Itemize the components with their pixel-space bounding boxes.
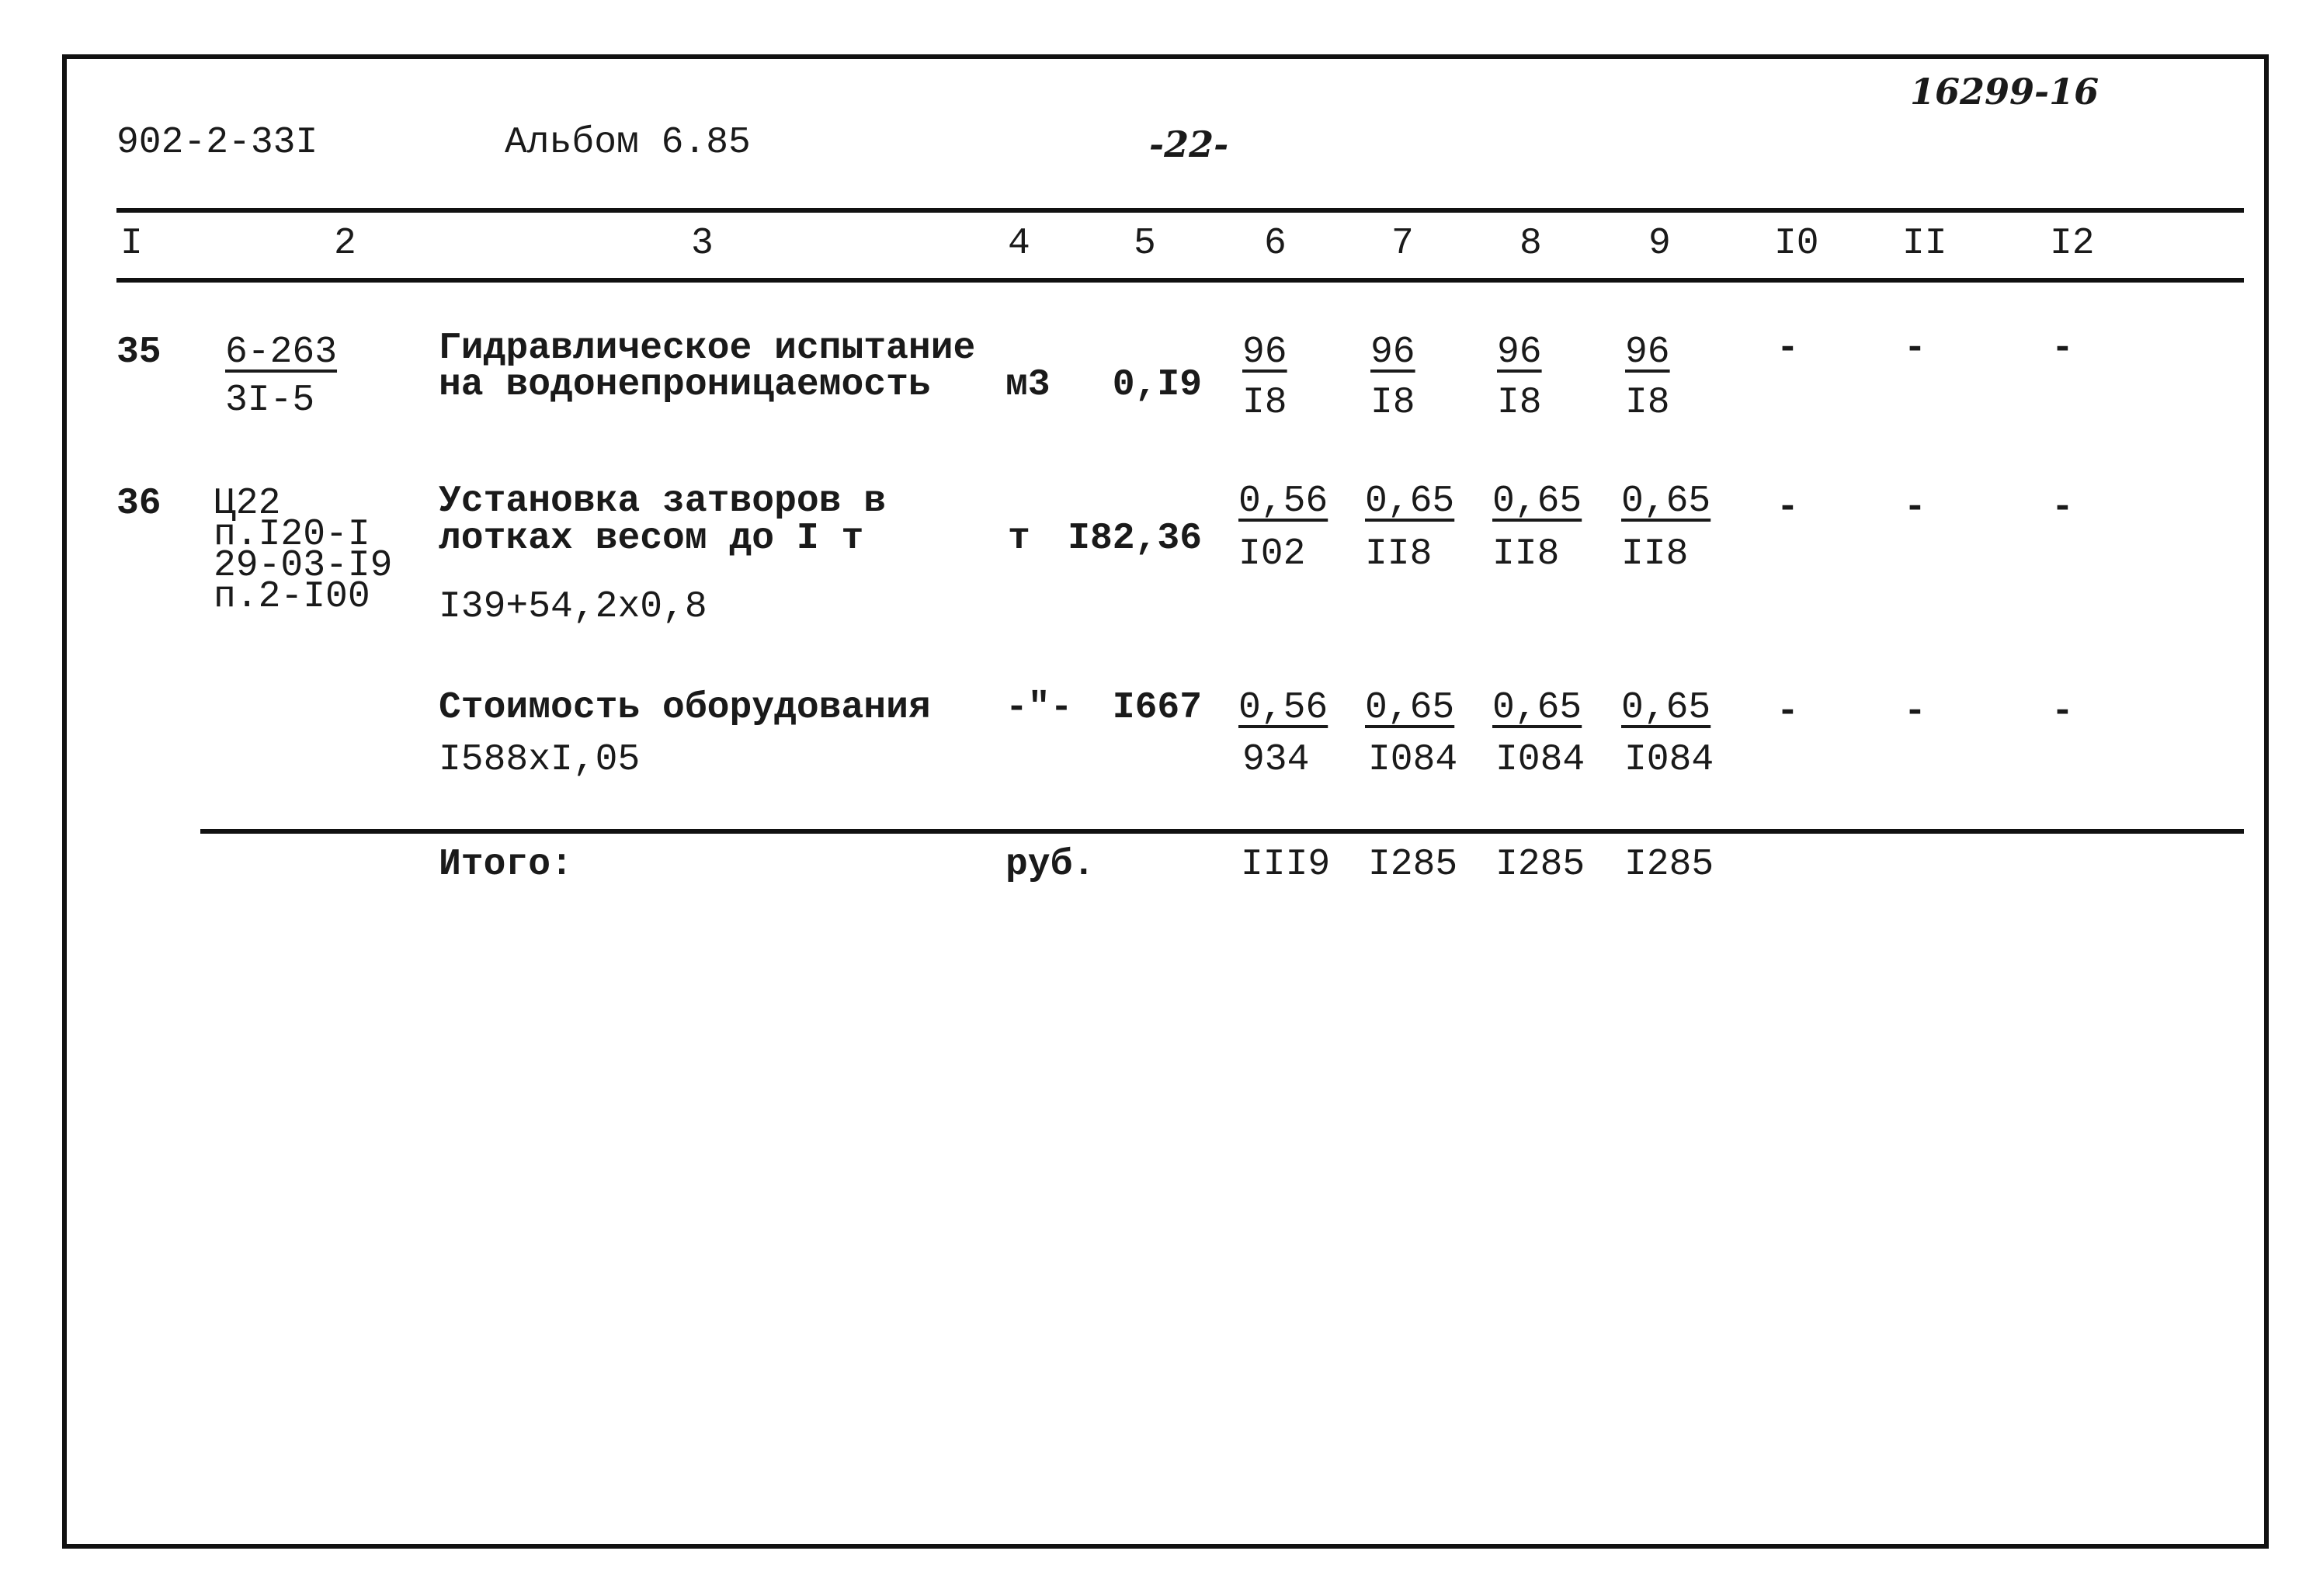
value-bottom: II8 <box>1365 533 1433 575</box>
dash-value: - <box>2051 328 2074 370</box>
dash-value: - <box>1776 487 1799 529</box>
value-bottom: I8 <box>1497 382 1542 424</box>
quantity: I82,36 <box>1068 518 1202 560</box>
total-value: III9 <box>1241 844 1331 886</box>
value-top: 96 <box>1242 331 1287 373</box>
col-header: 9 <box>1648 223 1671 265</box>
formula: I39+54,2x0,8 <box>439 586 707 628</box>
value-top: 0,65 <box>1492 687 1582 729</box>
col-header: II <box>1902 223 1947 265</box>
col-header: I2 <box>2050 223 2095 265</box>
total-value: I285 <box>1368 844 1458 886</box>
col-header: 2 <box>334 223 356 265</box>
rule-top <box>116 208 2244 213</box>
value-top: 0,56 <box>1238 687 1328 729</box>
total-value: I285 <box>1624 844 1714 886</box>
col-header: I0 <box>1774 223 1819 265</box>
doc-code: 902-2-33I <box>116 122 318 164</box>
col-header: 7 <box>1391 223 1414 265</box>
col-header: 4 <box>1008 223 1030 265</box>
code-line: п.2-I00 <box>214 576 370 618</box>
value-bottom: II8 <box>1621 533 1689 575</box>
description: лотках весом до I т <box>439 518 864 560</box>
dash-value: - <box>1776 328 1799 370</box>
row-number: 36 <box>116 483 161 525</box>
description: на водонепроницаемость <box>439 364 931 406</box>
col-header: 8 <box>1519 223 1542 265</box>
value-top: 0,65 <box>1621 687 1711 729</box>
code-bottom: 3I-5 <box>225 380 315 422</box>
description: Гидравлическое испытание <box>439 328 976 370</box>
formula: I588xI,05 <box>439 739 641 781</box>
value-bottom: I084 <box>1624 739 1714 781</box>
dash-value: - <box>1904 328 1926 370</box>
value-top: 0,65 <box>1621 481 1711 522</box>
code-line: 29-03-I9 <box>214 545 393 587</box>
value-top: 0,65 <box>1365 687 1455 729</box>
code-line: Ц22 <box>214 483 281 525</box>
value-top: 96 <box>1370 331 1415 373</box>
dash-value: - <box>2051 691 2074 733</box>
value-bottom: I02 <box>1238 533 1306 575</box>
quantity: I667 <box>1112 687 1202 729</box>
description: Установка затворов в <box>439 481 887 522</box>
rule-header-bottom <box>116 278 2244 283</box>
value-bottom: I084 <box>1495 739 1585 781</box>
stamp-number: 16299-16 <box>1910 71 2099 113</box>
value-bottom: 934 <box>1242 739 1310 781</box>
value-top: 0,65 <box>1365 481 1455 522</box>
value-top: 96 <box>1497 331 1542 373</box>
code-top: 6-263 <box>225 331 338 373</box>
value-top: 96 <box>1625 331 1670 373</box>
quantity: 0,I9 <box>1112 364 1202 406</box>
dash-value: - <box>1776 691 1799 733</box>
page-number: -22- <box>1149 123 1229 165</box>
col-header: 5 <box>1134 223 1156 265</box>
unit: м3 <box>1005 364 1051 406</box>
description: Стоимость оборудования <box>439 687 931 729</box>
rule-total <box>200 829 2244 834</box>
value-top: 0,65 <box>1492 481 1582 522</box>
dash-value: - <box>1904 487 1926 529</box>
col-header: 3 <box>691 223 714 265</box>
dash-value: - <box>1904 691 1926 733</box>
value-bottom: II8 <box>1492 533 1560 575</box>
unit: т <box>1008 518 1030 560</box>
total-label: Итого: <box>439 844 573 886</box>
row-number: 35 <box>116 331 161 373</box>
dash-value: - <box>2051 487 2074 529</box>
col-header: 6 <box>1264 223 1287 265</box>
unit: -"- <box>1005 687 1073 729</box>
value-bottom: I8 <box>1625 382 1670 424</box>
value-bottom: I8 <box>1242 382 1287 424</box>
total-unit: руб. <box>1005 844 1096 886</box>
value-bottom: I8 <box>1370 382 1415 424</box>
value-top: 0,56 <box>1238 481 1328 522</box>
album-label: Альбом 6.85 <box>505 122 751 164</box>
value-bottom: I084 <box>1368 739 1458 781</box>
total-value: I285 <box>1495 844 1585 886</box>
col-header: I <box>120 223 143 265</box>
code-line: п.I20-I <box>214 514 370 556</box>
